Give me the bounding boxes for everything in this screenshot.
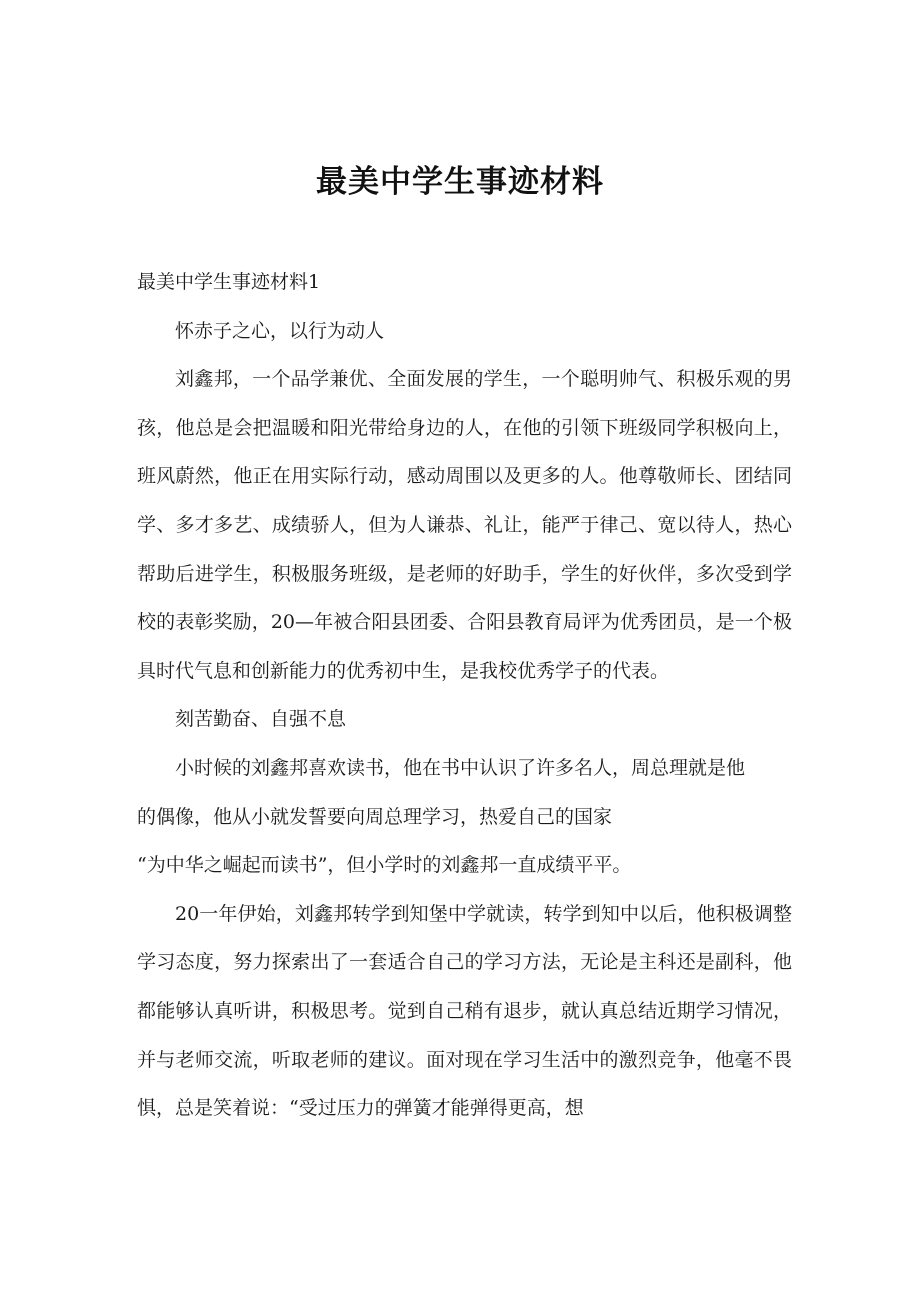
document-body — [137, 258, 792, 1133]
document-title: 最美中学生事迹材料 — [316, 164, 604, 200]
section-heading: 最美中学生事迹材料1 — [137, 271, 321, 293]
subheading-1: 怀赤子之心，以行为动人 — [175, 319, 385, 342]
paragraph-2-line-1: 小时候的刘鑫邦喜欢读书，他在书中认识了许多名人，周总理就是他 — [175, 756, 746, 779]
paragraph-1: 刘鑫邦，一个品学兼优、全面发展的学生，一个聪明帅气、积极乐观的男孩，他总是会把温暖和阳光带给身边的人，在他的引领下班级同学积极向上，班风蔚然，他正在用实际行动，感动周围以及更多的人。他尊敬师长、团结同学、多才多艺、成绩骄人，但为人谦恭、礼让，能严于律己、宽以待人，热心帮助后进学生，积极服务班级，是老师的好助手，学生的好伙伴，多次受到学校的表彰奖励，20—年被合阳县团委、合阳县教育局评为优秀团员，是一个极具时代气息和创新能力的优秀初中生，是我校优秀学子的代表。 — [137, 368, 792, 682]
paragraph-3: 20一年伊始，刘鑫邦转学到知堡中学就读，转学到知中以后，他积极调整学习态度，努力探索出了一套适合自己的学习方法，无论是主科还是副科，他都能够认真听讲，积极思考。觉到自己稍有退步，就认真总结近期学习情况，并与老师交流，听取老师的建议。面对现在学习生活中的激烈竞争，他毫不畏惧，总是笑着说：“受过压力的弹簧才能弹得更高，想 — [137, 902, 792, 1120]
subheading-2: 刻苦勤奋、自强不息 — [175, 708, 347, 731]
paragraph-2-line-3: “为中华之崛起而读书”，但小学时的刘鑫邦一直成绩平平。 — [137, 854, 632, 877]
paragraph-2-line-2: 的偶像，他从小就发誓要向周总理学习，热爱自己的国家 — [137, 805, 613, 828]
